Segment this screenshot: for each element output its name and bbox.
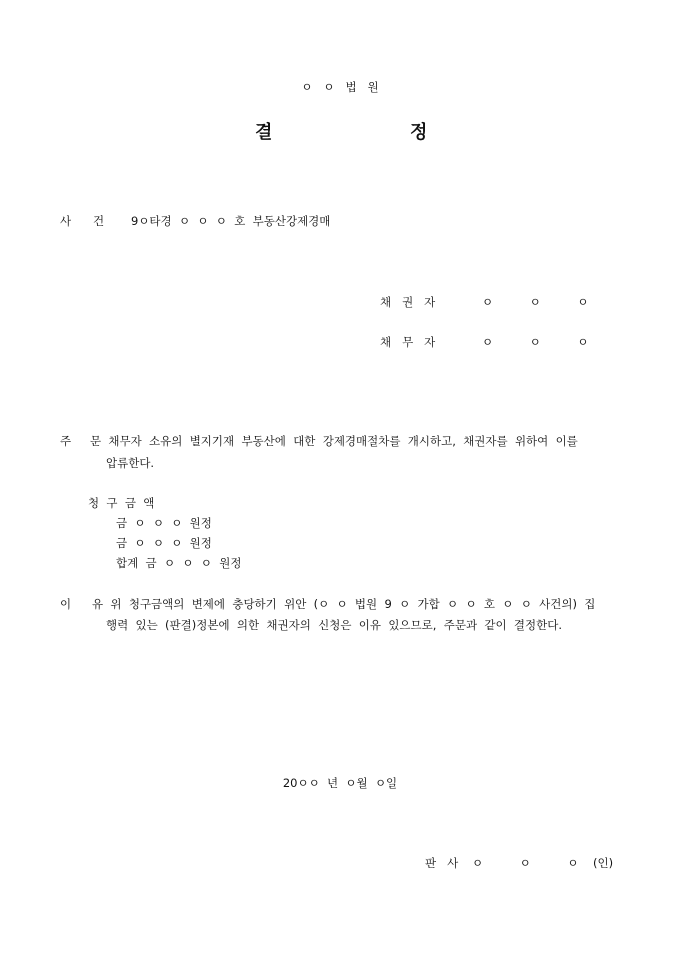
document-title-left: 결 (255, 122, 273, 143)
debtor-value: ㅇ ㅇ ㅇ (482, 335, 589, 349)
order-label: 주 (60, 434, 72, 448)
claim-amount-line: 금 ㅇ ㅇ ㅇ 원정 (116, 516, 212, 530)
case-label: 사 건 (60, 214, 105, 228)
decision-date: 20ㅇㅇ 년 ㅇ월 ㅇ일 (282, 776, 398, 790)
reason-text-line-2: 행력 있는 (판결)정본에 의한 채권자의 신청은 이유 있으므로, 주문과 같이 결정한다. (106, 618, 562, 632)
reason-text-line-1: 유 위 청구금액의 변제에 충당하기 위안 (ㅇ ㅇ 법원 9 ㅇ 가합 ㅇ ㅇ 호 ㅇ ㅇ 사건의) 집 (92, 597, 596, 611)
document-title-right: 정 (410, 122, 428, 143)
claim-amount-line: 금 ㅇ ㅇ ㅇ 원정 (116, 536, 212, 550)
case-value: 9ㅇ타경 ㅇ ㅇ ㅇ 호 부동산강제경매 (131, 214, 331, 228)
order-text-line-2: 압류한다. (106, 456, 155, 470)
reason-label: 이 (60, 597, 72, 611)
order-text-line-1: 문 채무자 소유의 별지기재 부동산에 대한 강제경매절차를 개시하고, 채권자를 위하여 이를 (90, 434, 578, 448)
judge-signature: ㅇ ㅇ ㅇ (인) (472, 856, 614, 870)
creditor-value: ㅇ ㅇ ㅇ (482, 295, 589, 309)
creditor-label: 채 권 자 (380, 295, 436, 309)
court-name: ㅇ ㅇ 법 원 (301, 80, 379, 94)
claim-amount-heading: 청 구 금 액 (88, 496, 155, 510)
judge-label: 판 사 (425, 856, 459, 870)
claim-amount-total: 합계 금 ㅇ ㅇ ㅇ 원정 (116, 556, 242, 570)
debtor-label: 채 무 자 (380, 335, 436, 349)
